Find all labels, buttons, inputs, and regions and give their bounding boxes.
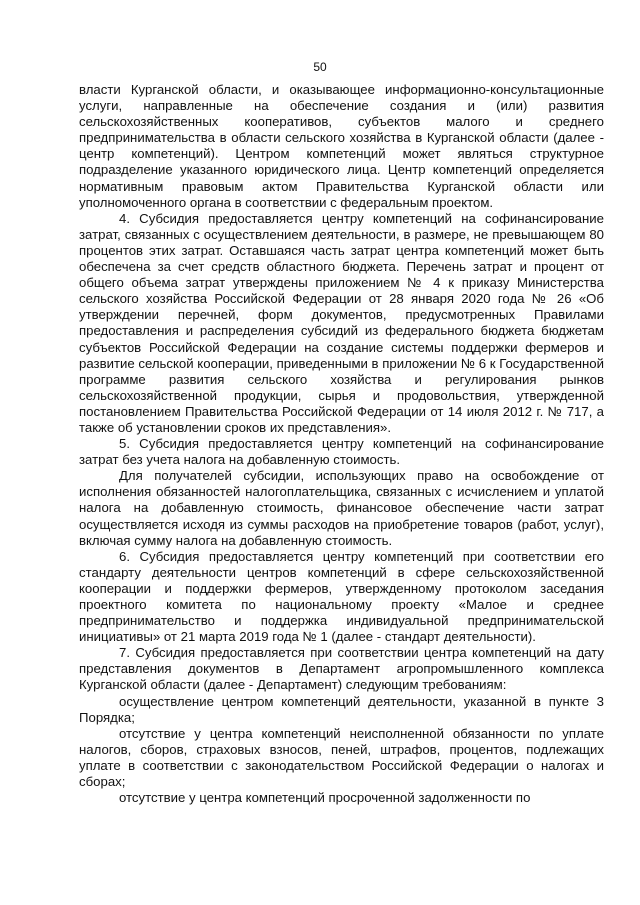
paragraph-item-7: 7. Субсидия предоставляется при соответствии центра компетенций на дату представления документов в Департамент агропромышленного комплекса Курганской области (далее - Департамент) следующим требованиям: bbox=[79, 645, 604, 693]
document-body bbox=[79, 82, 604, 806]
paragraph-continuation: власти Курганской области, и оказывающее информационно-консультационные услуги, направленные на обеспечение создания и (или) развития сельскохозяйственных кооперативов, субъектов малого и среднего предпринимательства в области сельского хозяйства в Курганской области (далее - центр компетенций). Центром компетенций может являться структурное подразделение указанного юридического лица. Центр компетенций определяется нормативным правовым актом Правительства Курганской области или уполномоченного органа в соответствии с федеральным проектом. bbox=[79, 82, 604, 210]
paragraph-item-4: 4. Субсидия предоставляется центру компетенций на софинансирование затрат, связанных с осуществлением деятельности, в размере, не превышающем 80 процентов этих затрат. Оставшаяся часть затрат центра компетенций может быть обеспечена за счет средств областного бюджета. Перечень затрат и процент от общего объема затрат утверждены приложением № 4 к приказу Министерства сельского хозяйства Российской Федерации от 28 января 2020 года № 26 «Об утверждении перечней, форм документов, предусмотренных Правилами предоставления и распределения субсидий из федерального бюджета бюджетам субъектов Российской Федерации на создание системы поддержки фермеров и развитие сельской кооперации, приведенными в приложении № 6 к Государственной программе развития сельского хозяйства и регулирования рынков сельскохозяйственной продукции, сырья и продовольствия, утвержденной постановлением Правительства Российской Федерации от 14 июля 2012 г. № 717, а также об установлении сроков их представления». bbox=[79, 210, 604, 435]
paragraph-requirement-taxes: отсутствие у центра компетенций неисполненной обязанности по уплате налогов, сборов, страховых взносов, пеней, штрафов, процентов, подлежащих уплате в соответствии с законодательством Российской Федерации о налогах и сборах; bbox=[79, 725, 604, 790]
paragraph-requirement-debt: отсутствие у центра компетенций просроченной задолженности по bbox=[119, 790, 531, 806]
page-number: 50 bbox=[313, 60, 327, 74]
paragraph-item-6: 6. Субсидия предоставляется центру компетенций при соответствии его стандарту деятельности центров компетенций в сфере сельскохозяйственной кооперации и поддержки фермеров, утвержденному протоколом заседания проектного комитета по национальному проекту «Малое и среднее предпринимательство и поддержка индивидуальной предпринимательской инициативы» от 21 марта 2019 года № 1 (далее - стандарт деятельности). bbox=[79, 548, 604, 645]
paragraph-item-5: 5. Субсидия предоставляется центру компетенций на софинансирование затрат без учета налога на добавленную стоимость. bbox=[79, 436, 604, 468]
paragraph-vat-exemption: Для получателей субсидии, использующих право на освобождение от исполнения обязанностей налогоплательщика, связанных с исчислением и уплатой налога на добавленную стоимость, финансовое обеспечение части затрат осуществляется исходя из суммы расходов на приобретение товаров (работ, услуг), включая сумму налога на добавленную стоимость. bbox=[79, 468, 604, 548]
paragraph-requirement-activity: осуществление центром компетенций деятельности, указанной в пункте 3 Порядка; bbox=[79, 693, 604, 725]
